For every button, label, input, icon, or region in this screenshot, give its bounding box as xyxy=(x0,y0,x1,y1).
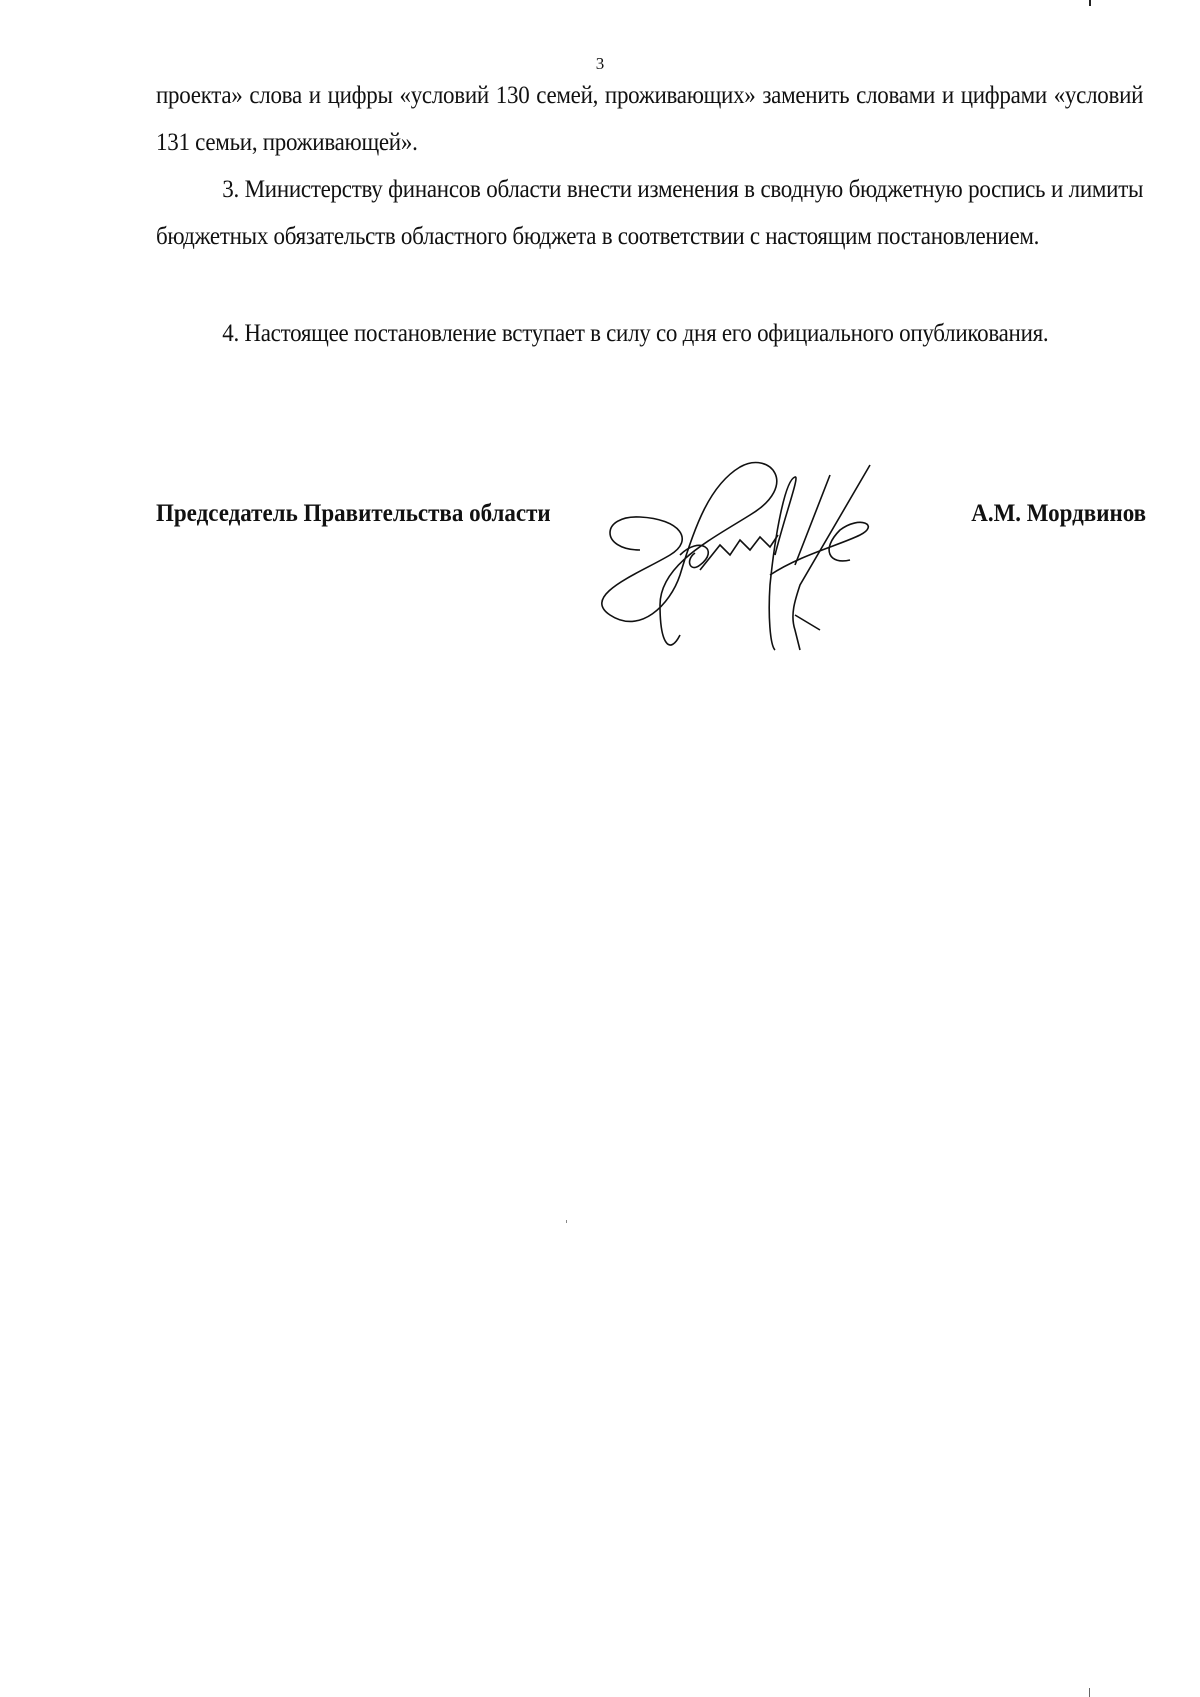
paragraph-continuation: проекта» слова и цифры «условий 130 семей, проживающих» заменить словами и цифрами «условий 131 семьи, проживающей». xyxy=(156,82,1144,156)
paragraph-item-3: 3. Министерству финансов области внести изменения в сводную бюджетную роспись и лимиты бюджетных обязательств областного бюджета в соответствии с настоящим постановлением. xyxy=(156,176,1144,250)
signature-icon xyxy=(600,455,940,655)
scan-mark-bottom xyxy=(1089,1688,1090,1697)
page-number: 3 xyxy=(595,54,605,73)
scan-mark-top xyxy=(1089,0,1091,6)
paragraph-item-4: 4. Настоящее постановление вступает в силу со дня его официального опубликования. xyxy=(222,320,1049,347)
signatory-name: А.М. Мордвинов xyxy=(971,500,1146,527)
scan-mark-center xyxy=(566,1220,567,1223)
signatory-title: Председатель Правительства области xyxy=(156,500,551,527)
